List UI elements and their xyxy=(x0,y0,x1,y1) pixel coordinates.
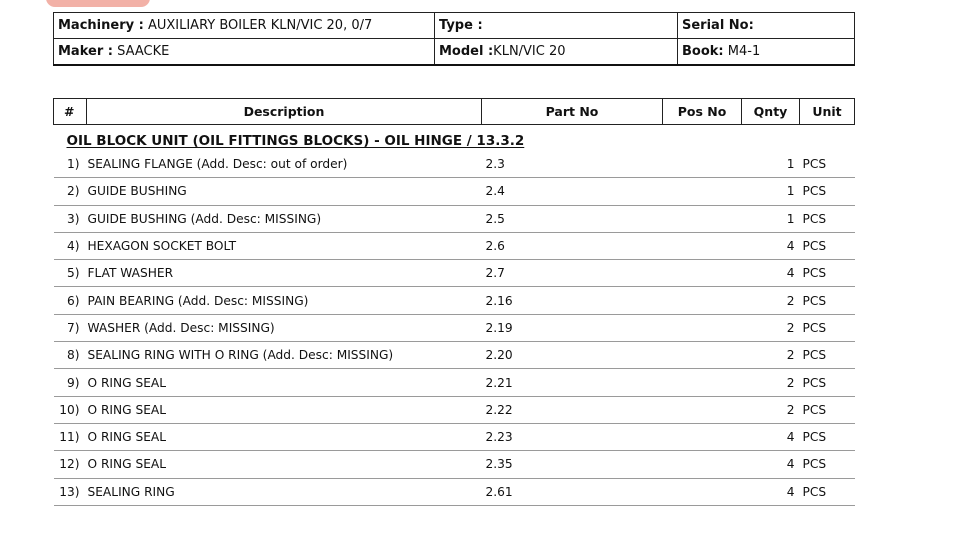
item-description-layout xyxy=(56,157,348,171)
item-part-no: 2.23 xyxy=(482,423,663,450)
item-pos-no xyxy=(663,478,742,505)
item-part-no: 2.4 xyxy=(482,178,663,205)
item-description: SEALING RING WITH O RING (Add. Desc: MISSING) xyxy=(87,348,394,363)
maker-cell xyxy=(54,39,435,66)
item-unit: PCS xyxy=(800,369,855,396)
item-pos-no xyxy=(663,314,742,341)
table-row[interactable] xyxy=(54,151,855,178)
machinery-label: Machinery : xyxy=(58,18,144,33)
item-unit: PCS xyxy=(800,205,855,232)
item-pos-no xyxy=(663,369,742,396)
item-description-layout xyxy=(56,321,275,335)
item-pos-no xyxy=(663,151,742,178)
item-description: GUIDE BUSHING (Add. Desc: MISSING) xyxy=(87,211,322,226)
serial-cell xyxy=(678,13,855,39)
item-description-layout xyxy=(56,266,174,280)
item-unit: PCS xyxy=(800,451,855,478)
item-part-no: 2.35 xyxy=(482,451,663,478)
column-header-part-no: Part No xyxy=(482,99,663,125)
item-part-no: 2.7 xyxy=(482,260,663,287)
item-qnty: 4 xyxy=(742,423,800,450)
item-description: O RING SEAL xyxy=(87,375,167,390)
item-pos-no xyxy=(663,451,742,478)
table-row[interactable] xyxy=(54,205,855,232)
item-qnty: 1 xyxy=(742,205,800,232)
model-label: Model : xyxy=(439,44,494,59)
item-unit: PCS xyxy=(800,287,855,314)
item-unit: PCS xyxy=(800,342,855,369)
table-row[interactable] xyxy=(54,178,855,205)
table-row[interactable] xyxy=(54,423,855,450)
maker-value: SAACKE xyxy=(117,44,170,59)
item-qnty: 4 xyxy=(742,260,800,287)
item-part-no: 2.22 xyxy=(482,396,663,423)
item-description-layout xyxy=(56,457,167,471)
item-description: O RING SEAL xyxy=(87,430,167,445)
book-cell xyxy=(678,39,855,66)
item-part-no: 2.3 xyxy=(482,151,663,178)
machinery-cell xyxy=(54,13,435,39)
item-description-cell xyxy=(54,178,482,205)
item-part-no: 2.61 xyxy=(482,478,663,505)
item-number: 10) xyxy=(59,402,80,417)
item-description-cell xyxy=(54,396,482,423)
item-description-layout xyxy=(56,239,237,253)
item-number: 8) xyxy=(66,348,80,363)
item-pos-no xyxy=(663,396,742,423)
item-pos-no xyxy=(663,178,742,205)
item-number: 6) xyxy=(66,293,80,308)
item-description-cell xyxy=(54,423,482,450)
toolbar-tab[interactable] xyxy=(46,0,150,7)
table-row[interactable] xyxy=(54,478,855,505)
type-cell xyxy=(435,13,678,39)
item-unit: PCS xyxy=(800,396,855,423)
item-part-no: 2.16 xyxy=(482,287,663,314)
item-description: PAIN BEARING (Add. Desc: MISSING) xyxy=(87,293,309,308)
item-description: GUIDE BUSHING xyxy=(87,184,187,199)
item-qnty: 2 xyxy=(742,314,800,341)
item-part-no: 2.19 xyxy=(482,314,663,341)
machinery-header-table xyxy=(53,12,855,66)
section-cell xyxy=(54,125,855,152)
item-description-layout xyxy=(56,430,167,444)
item-description-cell xyxy=(54,151,482,178)
item-qnty: 4 xyxy=(742,478,800,505)
item-description-layout xyxy=(56,403,167,417)
item-pos-no xyxy=(663,287,742,314)
serial-label: Serial No: xyxy=(682,18,754,33)
item-number: 1) xyxy=(66,157,80,172)
model-value: KLN/VIC 20 xyxy=(493,44,566,59)
item-description-layout xyxy=(56,212,322,226)
item-description-cell xyxy=(54,478,482,505)
item-qnty: 2 xyxy=(742,369,800,396)
item-number: 12) xyxy=(59,457,80,472)
item-unit: PCS xyxy=(800,260,855,287)
item-qnty: 4 xyxy=(742,232,800,259)
item-description: SEALING RING xyxy=(87,484,175,499)
item-unit: PCS xyxy=(800,423,855,450)
item-number: 5) xyxy=(66,266,80,281)
model-cell xyxy=(435,39,678,66)
book-label: Book: xyxy=(682,44,724,59)
table-row[interactable] xyxy=(54,342,855,369)
item-description: O RING SEAL xyxy=(87,457,167,472)
item-pos-no xyxy=(663,205,742,232)
item-part-no: 2.6 xyxy=(482,232,663,259)
item-pos-no xyxy=(663,232,742,259)
item-unit: PCS xyxy=(800,151,855,178)
table-row[interactable] xyxy=(54,260,855,287)
column-header-num: # xyxy=(54,99,87,125)
item-pos-no xyxy=(663,423,742,450)
table-row[interactable] xyxy=(54,232,855,259)
item-description-cell xyxy=(54,342,482,369)
item-qnty: 1 xyxy=(742,178,800,205)
item-unit: PCS xyxy=(800,232,855,259)
item-number: 3) xyxy=(66,211,80,226)
item-description-cell xyxy=(54,232,482,259)
item-unit: PCS xyxy=(800,178,855,205)
table-row[interactable] xyxy=(54,314,855,341)
section-row xyxy=(54,125,855,152)
parts-table-header-row xyxy=(54,99,855,125)
column-header-qnty: Qnty xyxy=(742,99,800,125)
item-description-cell xyxy=(54,369,482,396)
machinery-value: AUXILIARY BOILER KLN/VIC 20, 0/7 xyxy=(147,18,373,33)
item-qnty: 1 xyxy=(742,151,800,178)
type-label: Type : xyxy=(439,18,483,33)
item-description-layout xyxy=(56,348,394,362)
table-row[interactable] xyxy=(54,287,855,314)
item-description-layout xyxy=(56,376,167,390)
column-header-unit: Unit xyxy=(800,99,855,125)
table-row[interactable] xyxy=(54,369,855,396)
column-header-description: Description xyxy=(87,99,482,125)
item-number: 9) xyxy=(66,375,80,390)
item-description: FLAT WASHER xyxy=(87,266,174,281)
column-header-pos-no: Pos No xyxy=(663,99,742,125)
item-part-no: 2.5 xyxy=(482,205,663,232)
item-description-layout xyxy=(56,184,187,198)
item-description: HEXAGON SOCKET BOLT xyxy=(87,239,237,254)
item-number: 13) xyxy=(59,484,80,499)
item-qnty: 2 xyxy=(742,342,800,369)
item-description: SEALING FLANGE (Add. Desc: out of order) xyxy=(87,157,348,172)
table-row[interactable] xyxy=(54,396,855,423)
item-pos-no xyxy=(663,260,742,287)
item-qnty: 2 xyxy=(742,396,800,423)
item-description-cell xyxy=(54,260,482,287)
section-title: OIL BLOCK UNIT (OIL FITTINGS BLOCKS) - OIL HINGE / 13.3.2 xyxy=(66,133,525,149)
item-unit: PCS xyxy=(800,314,855,341)
item-number: 4) xyxy=(66,239,80,254)
item-unit: PCS xyxy=(800,478,855,505)
book-value: M4-1 xyxy=(727,44,761,59)
item-description-layout xyxy=(56,485,175,499)
item-description: O RING SEAL xyxy=(87,402,167,417)
item-description-cell xyxy=(54,451,482,478)
item-number: 2) xyxy=(66,184,80,199)
item-description-cell xyxy=(54,314,482,341)
item-part-no: 2.21 xyxy=(482,369,663,396)
item-description: WASHER (Add. Desc: MISSING) xyxy=(87,320,275,335)
item-description-layout xyxy=(56,294,309,308)
item-description-cell xyxy=(54,287,482,314)
item-number: 11) xyxy=(59,430,80,445)
item-number: 7) xyxy=(66,320,80,335)
item-part-no: 2.20 xyxy=(482,342,663,369)
item-pos-no xyxy=(663,342,742,369)
parts-table xyxy=(53,98,855,506)
item-qnty: 2 xyxy=(742,287,800,314)
item-qnty: 4 xyxy=(742,451,800,478)
item-description-cell xyxy=(54,205,482,232)
table-row[interactable] xyxy=(54,451,855,478)
maker-label: Maker : xyxy=(58,44,113,59)
